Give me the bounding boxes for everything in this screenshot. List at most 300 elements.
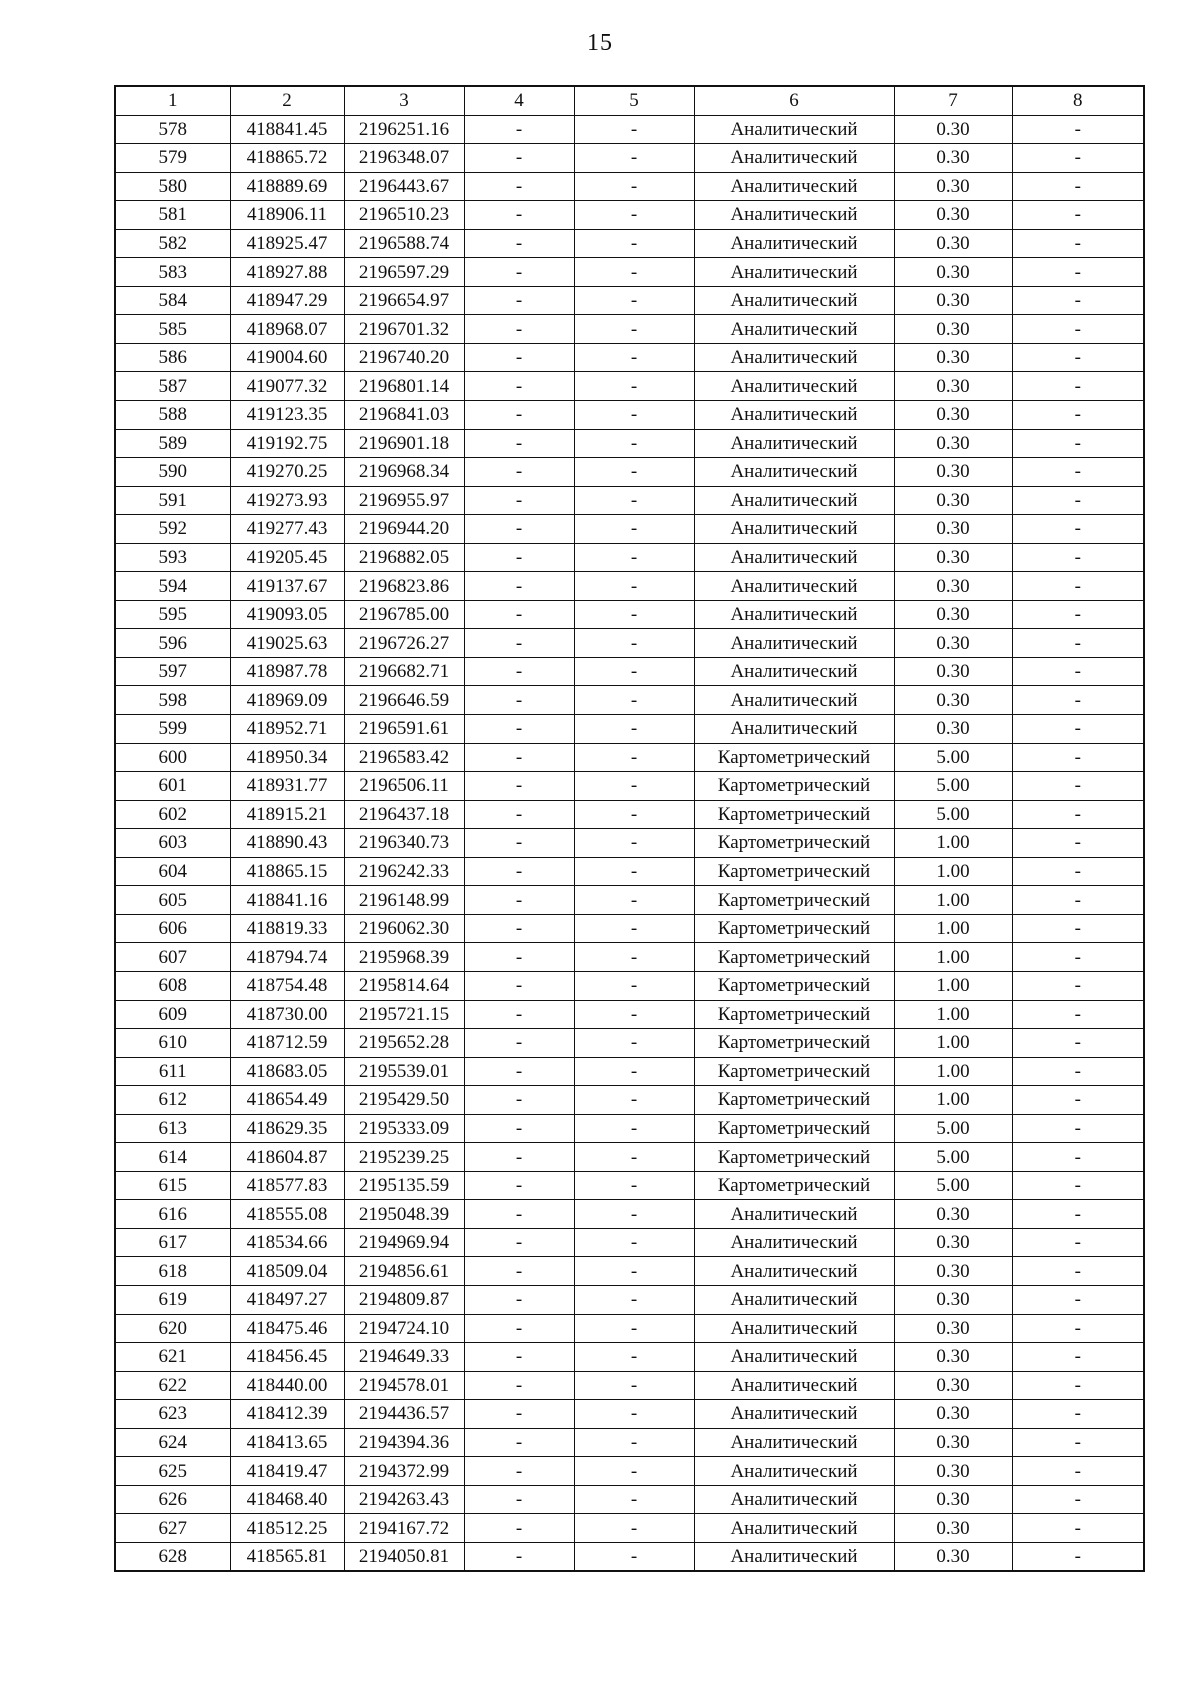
cell-accuracy: 0.30: [894, 600, 1012, 629]
cell-coord-y: 2196740.20: [344, 343, 464, 372]
table-row: [115, 971, 1144, 1000]
cell-coord-x: 418889.69: [230, 172, 344, 201]
cell-col-5: -: [574, 715, 694, 744]
cell-coord-y: 2196901.18: [344, 429, 464, 458]
cell-col-8: -: [1012, 1114, 1144, 1143]
cell-coord-x: 418865.15: [230, 857, 344, 886]
cell-accuracy: 5.00: [894, 1171, 1012, 1200]
cell-coord-y: 2196682.71: [344, 657, 464, 686]
cell-coord-y: 2196251.16: [344, 115, 464, 144]
cell-coord-y: 2196443.67: [344, 172, 464, 201]
cell-col-4: -: [464, 1428, 574, 1457]
cell-coord-y: 2196340.73: [344, 829, 464, 858]
cell-col-8: -: [1012, 1314, 1144, 1343]
cell-accuracy: 0.30: [894, 1514, 1012, 1543]
cell-col-8: -: [1012, 1400, 1144, 1429]
cell-coord-y: 2195539.01: [344, 1057, 464, 1086]
table-row: [115, 657, 1144, 686]
table-row: [115, 743, 1144, 772]
cell-method: Картометрический: [694, 1057, 894, 1086]
cell-coord-x: 418931.77: [230, 772, 344, 801]
cell-col-8: -: [1012, 258, 1144, 287]
cell-accuracy: 0.30: [894, 115, 1012, 144]
cell-accuracy: 0.30: [894, 1200, 1012, 1229]
cell-coord-x: 418890.43: [230, 829, 344, 858]
cell-col-8: -: [1012, 1200, 1144, 1229]
cell-col-4: -: [464, 144, 574, 173]
cell-col-8: -: [1012, 1542, 1144, 1571]
cell-method: Картометрический: [694, 1029, 894, 1058]
cell-col-8: -: [1012, 572, 1144, 601]
cell-col-5: -: [574, 657, 694, 686]
cell-point-number: 585: [115, 315, 230, 344]
cell-point-number: 583: [115, 258, 230, 287]
cell-col-5: -: [574, 857, 694, 886]
cell-coord-x: 418412.39: [230, 1400, 344, 1429]
cell-coord-y: 2196726.27: [344, 629, 464, 658]
cell-col-4: -: [464, 1371, 574, 1400]
cell-accuracy: 0.30: [894, 201, 1012, 230]
cell-col-4: -: [464, 1086, 574, 1115]
table-row: [115, 886, 1144, 915]
cell-col-5: -: [574, 886, 694, 915]
cell-point-number: 610: [115, 1029, 230, 1058]
cell-col-8: -: [1012, 800, 1144, 829]
cell-coord-x: 418497.27: [230, 1285, 344, 1314]
cell-col-8: -: [1012, 1371, 1144, 1400]
cell-accuracy: 5.00: [894, 800, 1012, 829]
cell-point-number: 611: [115, 1057, 230, 1086]
cell-point-number: 582: [115, 229, 230, 258]
cell-method: Аналитический: [694, 600, 894, 629]
cell-col-5: -: [574, 372, 694, 401]
cell-col-5: -: [574, 1542, 694, 1571]
cell-col-8: -: [1012, 372, 1144, 401]
cell-col-8: -: [1012, 1143, 1144, 1172]
cell-coord-x: 419137.67: [230, 572, 344, 601]
cell-point-number: 601: [115, 772, 230, 801]
cell-point-number: 597: [115, 657, 230, 686]
cell-accuracy: 1.00: [894, 971, 1012, 1000]
cell-col-4: -: [464, 886, 574, 915]
cell-point-number: 584: [115, 286, 230, 315]
cell-col-5: -: [574, 258, 694, 287]
cell-accuracy: 0.30: [894, 458, 1012, 487]
cell-point-number: 616: [115, 1200, 230, 1229]
cell-method: Картометрический: [694, 772, 894, 801]
cell-col-5: -: [574, 743, 694, 772]
cell-col-4: -: [464, 1457, 574, 1486]
cell-coord-y: 2194050.81: [344, 1542, 464, 1571]
cell-coord-x: 418475.46: [230, 1314, 344, 1343]
cell-col-5: -: [574, 315, 694, 344]
cell-method: Картометрический: [694, 1171, 894, 1200]
cell-coord-y: 2196506.11: [344, 772, 464, 801]
table-row: [115, 1171, 1144, 1200]
cell-coord-x: 418456.45: [230, 1343, 344, 1372]
table-row: [115, 572, 1144, 601]
cell-coord-y: 2196841.03: [344, 401, 464, 430]
cell-accuracy: 5.00: [894, 743, 1012, 772]
cell-col-5: -: [574, 629, 694, 658]
cell-col-5: -: [574, 1285, 694, 1314]
cell-coord-x: 419270.25: [230, 458, 344, 487]
cell-col-5: -: [574, 1114, 694, 1143]
cell-point-number: 620: [115, 1314, 230, 1343]
cell-accuracy: 0.30: [894, 372, 1012, 401]
cell-accuracy: 1.00: [894, 886, 1012, 915]
cell-accuracy: 0.30: [894, 1228, 1012, 1257]
cell-accuracy: 0.30: [894, 401, 1012, 430]
cell-col-8: -: [1012, 1485, 1144, 1514]
cell-col-8: -: [1012, 115, 1144, 144]
cell-coord-y: 2195429.50: [344, 1086, 464, 1115]
cell-method: Аналитический: [694, 1228, 894, 1257]
cell-col-4: -: [464, 1143, 574, 1172]
cell-col-4: -: [464, 1228, 574, 1257]
cell-method: Аналитический: [694, 1485, 894, 1514]
table-row: [115, 914, 1144, 943]
cell-method: Аналитический: [694, 1371, 894, 1400]
cell-col-8: -: [1012, 829, 1144, 858]
table-row: [115, 600, 1144, 629]
cell-coord-x: 418683.05: [230, 1057, 344, 1086]
cell-col-4: -: [464, 286, 574, 315]
cell-coord-y: 2194167.72: [344, 1514, 464, 1543]
cell-col-5: -: [574, 914, 694, 943]
table-row: [115, 829, 1144, 858]
cell-col-5: -: [574, 1143, 694, 1172]
cell-method: Аналитический: [694, 258, 894, 287]
table-row: [115, 686, 1144, 715]
cell-coord-y: 2195814.64: [344, 971, 464, 1000]
cell-point-number: 600: [115, 743, 230, 772]
cell-coord-x: 418468.40: [230, 1485, 344, 1514]
cell-point-number: 590: [115, 458, 230, 487]
cell-col-4: -: [464, 857, 574, 886]
table-row: [115, 943, 1144, 972]
cell-method: Картометрический: [694, 1000, 894, 1029]
cell-col-8: -: [1012, 401, 1144, 430]
cell-method: Картометрический: [694, 943, 894, 972]
cell-coord-y: 2196148.99: [344, 886, 464, 915]
cell-method: Аналитический: [694, 629, 894, 658]
cell-accuracy: 1.00: [894, 1057, 1012, 1086]
table-row: [115, 1485, 1144, 1514]
cell-col-5: -: [574, 1228, 694, 1257]
cell-col-5: -: [574, 144, 694, 173]
cell-col-5: -: [574, 943, 694, 972]
cell-col-8: -: [1012, 772, 1144, 801]
table-row: [115, 1314, 1144, 1343]
column-header-8: 8: [1012, 86, 1144, 115]
table-row: [115, 800, 1144, 829]
cell-accuracy: 0.30: [894, 1257, 1012, 1286]
cell-col-5: -: [574, 600, 694, 629]
cell-point-number: 615: [115, 1171, 230, 1200]
cell-coord-y: 2194436.57: [344, 1400, 464, 1429]
cell-accuracy: 0.30: [894, 1485, 1012, 1514]
cell-coord-x: 418865.72: [230, 144, 344, 173]
table-row: [115, 1371, 1144, 1400]
cell-coord-x: 418969.09: [230, 686, 344, 715]
cell-coord-y: 2195652.28: [344, 1029, 464, 1058]
cell-point-number: 594: [115, 572, 230, 601]
table-row: [115, 1057, 1144, 1086]
cell-accuracy: 0.30: [894, 1314, 1012, 1343]
cell-coord-x: 418629.35: [230, 1114, 344, 1143]
cell-coord-y: 2196654.97: [344, 286, 464, 315]
table-row: [115, 1428, 1144, 1457]
cell-coord-x: 418925.47: [230, 229, 344, 258]
cell-accuracy: 5.00: [894, 1114, 1012, 1143]
cell-coord-y: 2196510.23: [344, 201, 464, 230]
cell-col-8: -: [1012, 686, 1144, 715]
cell-col-5: -: [574, 515, 694, 544]
table-row: [115, 1257, 1144, 1286]
cell-coord-x: 418534.66: [230, 1228, 344, 1257]
cell-coord-x: 418509.04: [230, 1257, 344, 1286]
table-row: [115, 286, 1144, 315]
cell-accuracy: 0.30: [894, 486, 1012, 515]
cell-col-4: -: [464, 201, 574, 230]
cell-coord-y: 2194394.36: [344, 1428, 464, 1457]
cell-method: Аналитический: [694, 115, 894, 144]
cell-col-8: -: [1012, 315, 1144, 344]
cell-coord-x: 418794.74: [230, 943, 344, 972]
cell-coord-x: 418968.07: [230, 315, 344, 344]
cell-point-number: 614: [115, 1143, 230, 1172]
cell-col-5: -: [574, 1514, 694, 1543]
cell-col-4: -: [464, 1285, 574, 1314]
cell-col-4: -: [464, 1114, 574, 1143]
cell-col-8: -: [1012, 914, 1144, 943]
cell-accuracy: 0.30: [894, 1457, 1012, 1486]
cell-coord-y: 2196944.20: [344, 515, 464, 544]
cell-col-4: -: [464, 1200, 574, 1229]
cell-coord-x: 419004.60: [230, 343, 344, 372]
table-row: [115, 515, 1144, 544]
cell-coord-y: 2195048.39: [344, 1200, 464, 1229]
cell-col-4: -: [464, 600, 574, 629]
cell-point-number: 626: [115, 1485, 230, 1514]
cell-coord-x: 418555.08: [230, 1200, 344, 1229]
column-header-2: 2: [230, 86, 344, 115]
cell-point-number: 599: [115, 715, 230, 744]
cell-coord-x: 418754.48: [230, 971, 344, 1000]
cell-col-4: -: [464, 1400, 574, 1429]
table-row: [115, 458, 1144, 487]
cell-coord-y: 2194263.43: [344, 1485, 464, 1514]
cell-coord-x: 418947.29: [230, 286, 344, 315]
cell-coord-y: 2196062.30: [344, 914, 464, 943]
cell-col-8: -: [1012, 629, 1144, 658]
table-row: [115, 1542, 1144, 1571]
cell-accuracy: 0.30: [894, 286, 1012, 315]
cell-coord-y: 2196646.59: [344, 686, 464, 715]
cell-col-5: -: [574, 1057, 694, 1086]
cell-method: Аналитический: [694, 1200, 894, 1229]
cell-method: Картометрический: [694, 1143, 894, 1172]
cell-col-8: -: [1012, 743, 1144, 772]
cell-method: Аналитический: [694, 458, 894, 487]
cell-col-4: -: [464, 971, 574, 1000]
cell-accuracy: 1.00: [894, 914, 1012, 943]
cell-col-5: -: [574, 115, 694, 144]
cell-point-number: 607: [115, 943, 230, 972]
cell-col-4: -: [464, 1542, 574, 1571]
cell-point-number: 592: [115, 515, 230, 544]
cell-col-8: -: [1012, 201, 1144, 230]
cell-col-8: -: [1012, 1057, 1144, 1086]
cell-col-8: -: [1012, 172, 1144, 201]
cell-col-5: -: [574, 1200, 694, 1229]
cell-coord-x: 418440.00: [230, 1371, 344, 1400]
cell-coord-y: 2196348.07: [344, 144, 464, 173]
cell-method: Аналитический: [694, 1400, 894, 1429]
table-row: [115, 401, 1144, 430]
table-row: [115, 1114, 1144, 1143]
table-row: [115, 1400, 1144, 1429]
cell-method: Аналитический: [694, 1314, 894, 1343]
table-row: [115, 115, 1144, 144]
cell-point-number: 602: [115, 800, 230, 829]
cell-col-8: -: [1012, 657, 1144, 686]
cell-coord-x: 418952.71: [230, 715, 344, 744]
cell-coord-x: 419025.63: [230, 629, 344, 658]
cell-point-number: 603: [115, 829, 230, 858]
cell-coord-x: 418906.11: [230, 201, 344, 230]
cell-method: Аналитический: [694, 144, 894, 173]
cell-coord-x: 418841.16: [230, 886, 344, 915]
cell-method: Аналитический: [694, 201, 894, 230]
cell-point-number: 587: [115, 372, 230, 401]
cell-col-5: -: [574, 201, 694, 230]
cell-accuracy: 5.00: [894, 1143, 1012, 1172]
cell-coord-x: 418413.65: [230, 1428, 344, 1457]
cell-col-4: -: [464, 657, 574, 686]
cell-method: Аналитический: [694, 1457, 894, 1486]
cell-coord-x: 418654.49: [230, 1086, 344, 1115]
cell-point-number: 613: [115, 1114, 230, 1143]
cell-col-5: -: [574, 1457, 694, 1486]
table-row: [115, 543, 1144, 572]
cell-col-8: -: [1012, 1285, 1144, 1314]
cell-col-5: -: [574, 229, 694, 258]
table-body: [115, 115, 1144, 1571]
cell-accuracy: 0.30: [894, 657, 1012, 686]
cell-col-4: -: [464, 372, 574, 401]
cell-col-8: -: [1012, 429, 1144, 458]
cell-accuracy: 0.30: [894, 343, 1012, 372]
table-row: [115, 1086, 1144, 1115]
cell-method: Аналитический: [694, 515, 894, 544]
cell-method: Аналитический: [694, 543, 894, 572]
cell-accuracy: 0.30: [894, 144, 1012, 173]
cell-col-5: -: [574, 772, 694, 801]
cell-method: Аналитический: [694, 1428, 894, 1457]
cell-coord-y: 2195968.39: [344, 943, 464, 972]
cell-col-8: -: [1012, 543, 1144, 572]
cell-method: Аналитический: [694, 343, 894, 372]
table-row: [115, 1029, 1144, 1058]
cell-point-number: 586: [115, 343, 230, 372]
cell-method: Аналитический: [694, 657, 894, 686]
cell-col-8: -: [1012, 1228, 1144, 1257]
cell-col-4: -: [464, 1314, 574, 1343]
cell-accuracy: 1.00: [894, 1000, 1012, 1029]
cell-accuracy: 0.30: [894, 229, 1012, 258]
cell-coord-y: 2194578.01: [344, 1371, 464, 1400]
cell-coord-y: 2196591.61: [344, 715, 464, 744]
cell-point-number: 579: [115, 144, 230, 173]
cell-coord-x: 419205.45: [230, 543, 344, 572]
cell-col-8: -: [1012, 144, 1144, 173]
cell-point-number: 581: [115, 201, 230, 230]
cell-col-4: -: [464, 1029, 574, 1058]
cell-point-number: 618: [115, 1257, 230, 1286]
cell-accuracy: 0.30: [894, 1428, 1012, 1457]
cell-method: Аналитический: [694, 172, 894, 201]
table-row: [115, 258, 1144, 287]
cell-col-5: -: [574, 1314, 694, 1343]
cell-coord-x: 418712.59: [230, 1029, 344, 1058]
cell-col-5: -: [574, 572, 694, 601]
cell-accuracy: 0.30: [894, 315, 1012, 344]
cell-col-8: -: [1012, 1257, 1144, 1286]
cell-col-5: -: [574, 343, 694, 372]
cell-point-number: 580: [115, 172, 230, 201]
cell-col-8: -: [1012, 1343, 1144, 1372]
cell-col-4: -: [464, 429, 574, 458]
cell-coord-y: 2196823.86: [344, 572, 464, 601]
table-row: [115, 1457, 1144, 1486]
cell-method: Аналитический: [694, 1257, 894, 1286]
cell-col-5: -: [574, 1029, 694, 1058]
cell-col-4: -: [464, 1171, 574, 1200]
cell-method: Картометрический: [694, 971, 894, 1000]
cell-coord-y: 2194969.94: [344, 1228, 464, 1257]
cell-coord-x: 419277.43: [230, 515, 344, 544]
cell-col-8: -: [1012, 886, 1144, 915]
table-row: [115, 1285, 1144, 1314]
cell-col-4: -: [464, 343, 574, 372]
cell-col-5: -: [574, 686, 694, 715]
cell-col-5: -: [574, 1428, 694, 1457]
cell-col-8: -: [1012, 1171, 1144, 1200]
cell-col-5: -: [574, 971, 694, 1000]
cell-col-4: -: [464, 715, 574, 744]
cell-col-5: -: [574, 800, 694, 829]
cell-col-4: -: [464, 401, 574, 430]
cell-point-number: 617: [115, 1228, 230, 1257]
table-row: [115, 429, 1144, 458]
cell-accuracy: 0.30: [894, 1371, 1012, 1400]
cell-col-4: -: [464, 486, 574, 515]
cell-method: Аналитический: [694, 229, 894, 258]
page-number: 15: [587, 30, 613, 56]
cell-col-8: -: [1012, 943, 1144, 972]
cell-method: Аналитический: [694, 715, 894, 744]
table-row: [115, 343, 1144, 372]
cell-coord-y: 2195239.25: [344, 1143, 464, 1172]
cell-coord-y: 2196583.42: [344, 743, 464, 772]
cell-point-number: 619: [115, 1285, 230, 1314]
cell-method: Аналитический: [694, 429, 894, 458]
cell-col-8: -: [1012, 857, 1144, 886]
cell-col-5: -: [574, 1257, 694, 1286]
cell-point-number: 606: [115, 914, 230, 943]
